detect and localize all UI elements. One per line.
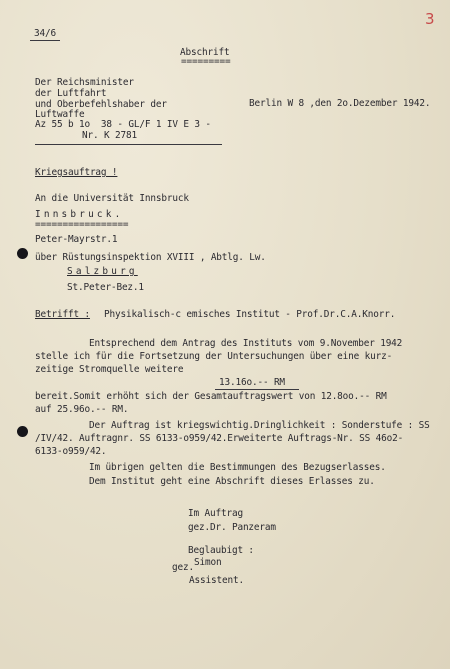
closing-gez: gez.: [172, 562, 194, 573]
punch-hole-top: [17, 248, 28, 259]
addressee-city: Innsbruck.: [35, 209, 124, 220]
document-title: Abschrift: [180, 47, 230, 58]
sender-line-1: Der Reichsminister: [35, 77, 134, 88]
body-line-9: 6133-o959/42.: [35, 446, 107, 457]
date-line: Berlin W 8 ,den 2o.Dezember 1942.: [249, 98, 431, 109]
title-underline: =========: [181, 56, 231, 67]
sender-line-2: der Luftfahrt: [35, 88, 107, 99]
body-line-2: stelle ich für die Fortsetzung der Untersuchungen über eine kurz-: [35, 351, 393, 362]
file-reference-underline: [30, 40, 60, 41]
body-line-5: bereit.Somit erhöht sich der Gesamtauftragswert von 12.8oo.-- RM: [35, 391, 387, 402]
city-underline: =================: [35, 219, 129, 230]
sender-line-4: Luftwaffe: [35, 109, 85, 120]
via-city: Salzburg: [67, 266, 138, 277]
closing-name: Simon: [194, 557, 222, 568]
subject-text: Physikalisch-c emisches Institut - Prof.Dr.C.A.Knorr.: [104, 309, 396, 320]
body-line-10: Im übrigen gelten die Bestimmungen des Bezugserlasses.: [89, 462, 386, 473]
via-line: über Rüstungsinspektion XVIII , Abtlg. Lw.: [35, 252, 266, 263]
header-separator: [35, 144, 222, 145]
order-heading: Kriegsauftrag !: [35, 167, 118, 178]
closing-role: Assistent.: [189, 575, 244, 586]
closing-im-auftrag: Im Auftrag: [188, 508, 243, 519]
subject-label: Betrifft :: [35, 309, 90, 320]
via-street: St.Peter-Bez.1: [67, 282, 144, 293]
addressee: An die Universität Innsbruck: [35, 193, 189, 204]
addressee-street: Peter-Mayrstr.1: [35, 234, 118, 245]
body-line-6: auf 25.96o.-- RM.: [35, 404, 129, 415]
closing-certified: Beglaubigt :: [188, 545, 254, 556]
sender-line-3: und Oberbefehlshaber der: [35, 99, 167, 110]
body-line-8: /IV/42. Auftragnr. SS 6133-o959/42.Erweiterte Auftrags-Nr. SS 46o2-: [35, 433, 404, 444]
body-line-11: Dem Institut geht eine Abschrift dieses Erlasses zu.: [89, 476, 375, 487]
amount-underline: [215, 389, 299, 390]
reference-line-2: Nr. K 2781: [82, 130, 137, 141]
body-amount: 13.16o.-- RM: [219, 377, 285, 388]
body-line-1: Entsprechend dem Antrag des Instituts vom 9.November 1942: [89, 338, 403, 349]
file-reference: 34/6: [34, 28, 56, 39]
reference-line-1: Az 55 b 1o 38 - GL/F 1 IV E 3 -: [35, 119, 211, 130]
page-number-mark: 3: [425, 10, 435, 28]
closing-signed: gez.Dr. Panzeram: [188, 522, 276, 533]
punch-hole-bottom: [17, 426, 28, 437]
body-line-3: zeitige Stromquelle weitere: [35, 364, 184, 375]
body-line-7: Der Auftrag ist kriegswichtig.Dringlichkeit : Sonderstufe : SS: [89, 420, 430, 431]
